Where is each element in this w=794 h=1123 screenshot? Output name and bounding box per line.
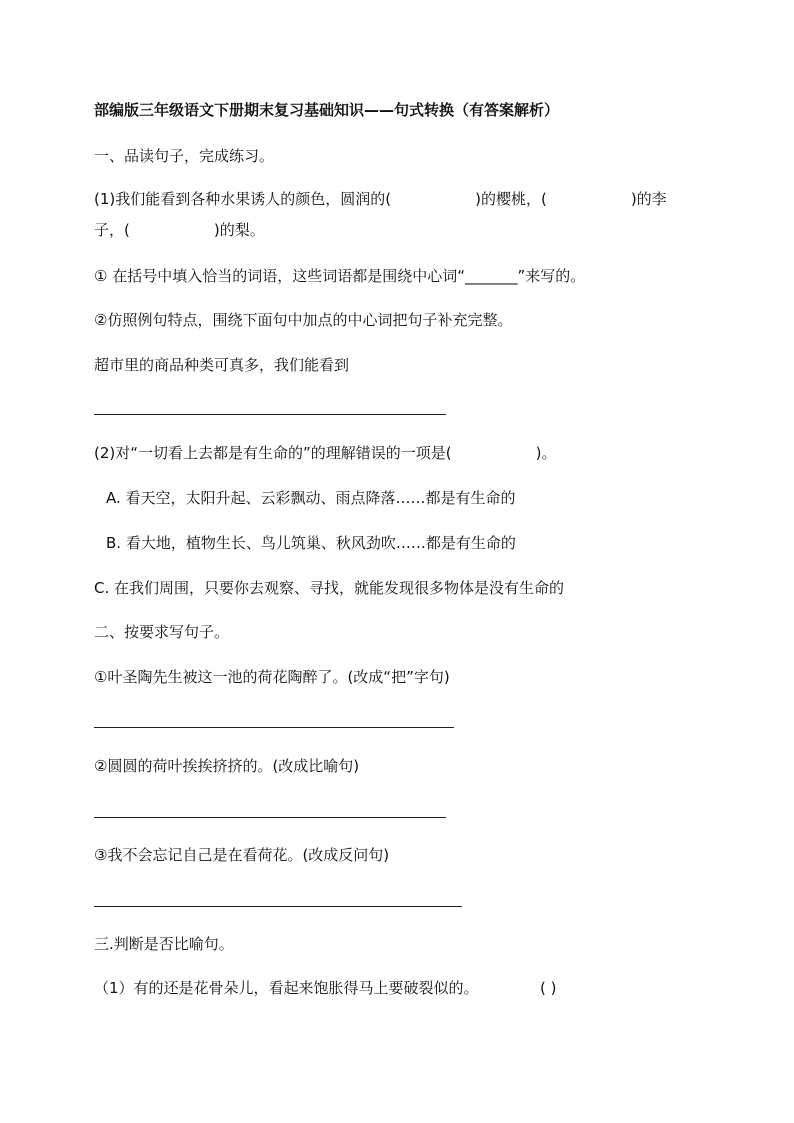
option-a: A. 看天空，太阳升起、云彩飘动、雨点降落……都是有生命的 [106,489,516,507]
section-3-item-1: （1）有的还是花骨朵儿，看起来饱胀得马上要破裂似的。 [94,979,479,997]
question-1-sub-2-sentence: 超市里的商品种类可真多，我们能看到 [94,356,350,374]
option-b: B. 看大地，植物生长、鸟儿筑巢、秋风劲吹……都是有生命的 [106,534,516,552]
section-2-item-3: ③我不会忘记自己是在看荷花。(改成反问句) [94,846,390,864]
section-3-heading: 三.判断是否比喻句。 [94,935,234,953]
answer-line-4[interactable] [94,906,462,907]
answer-line-3[interactable] [94,817,446,818]
section-1-heading: 一、品读句子，完成练习。 [94,147,275,165]
section-2-item-1: ①叶圣陶先生被这一池的荷花陶醉了。(改成“把”字句) [94,668,450,686]
q2-text-a: (2)对“一切看上去都是有生命的”的理解错误的一项是( [94,444,452,462]
q1-text-e: )的梨。 [213,221,265,239]
question-1-line-1 [94,189,667,209]
section-2-item-2: ②圆圆的荷叶挨挨挤挤的。(改成比喻句) [94,757,360,775]
answer-line-2[interactable] [94,727,454,728]
page-title: 部编版三年级语文下册期末复习基础知识——句式转换（有答案解析） [94,101,560,119]
answer-line-1[interactable] [94,414,446,415]
option-c: C. 在我们周围，只要你去观察、寻找，就能发现很多物体是没有生命的 [94,579,565,597]
question-1-line-2 [94,220,265,240]
q1-text-b: )的樱桃，( [475,190,547,208]
q1-text-c: )的李 [630,190,667,208]
question-1-sub-2: ②仿照例句特点，围绕下面句中加点的中心词把句子补充完整。 [94,311,513,329]
q1-text-a: (1)我们能看到各种水果诱人的颜色，圆润的( [94,190,392,208]
section-3-item-1-bracket[interactable]: ( ) [540,979,557,997]
section-2-heading: 二、按要求写句子。 [94,623,230,641]
question-1-sub-1: ① 在括号中填入恰当的词语，这些词语都是围绕中心词“_______”来写的。 [94,267,586,285]
q1-text-d: 子，( [94,221,130,239]
q2-text-b: )。 [535,444,557,462]
question-2 [94,443,557,463]
